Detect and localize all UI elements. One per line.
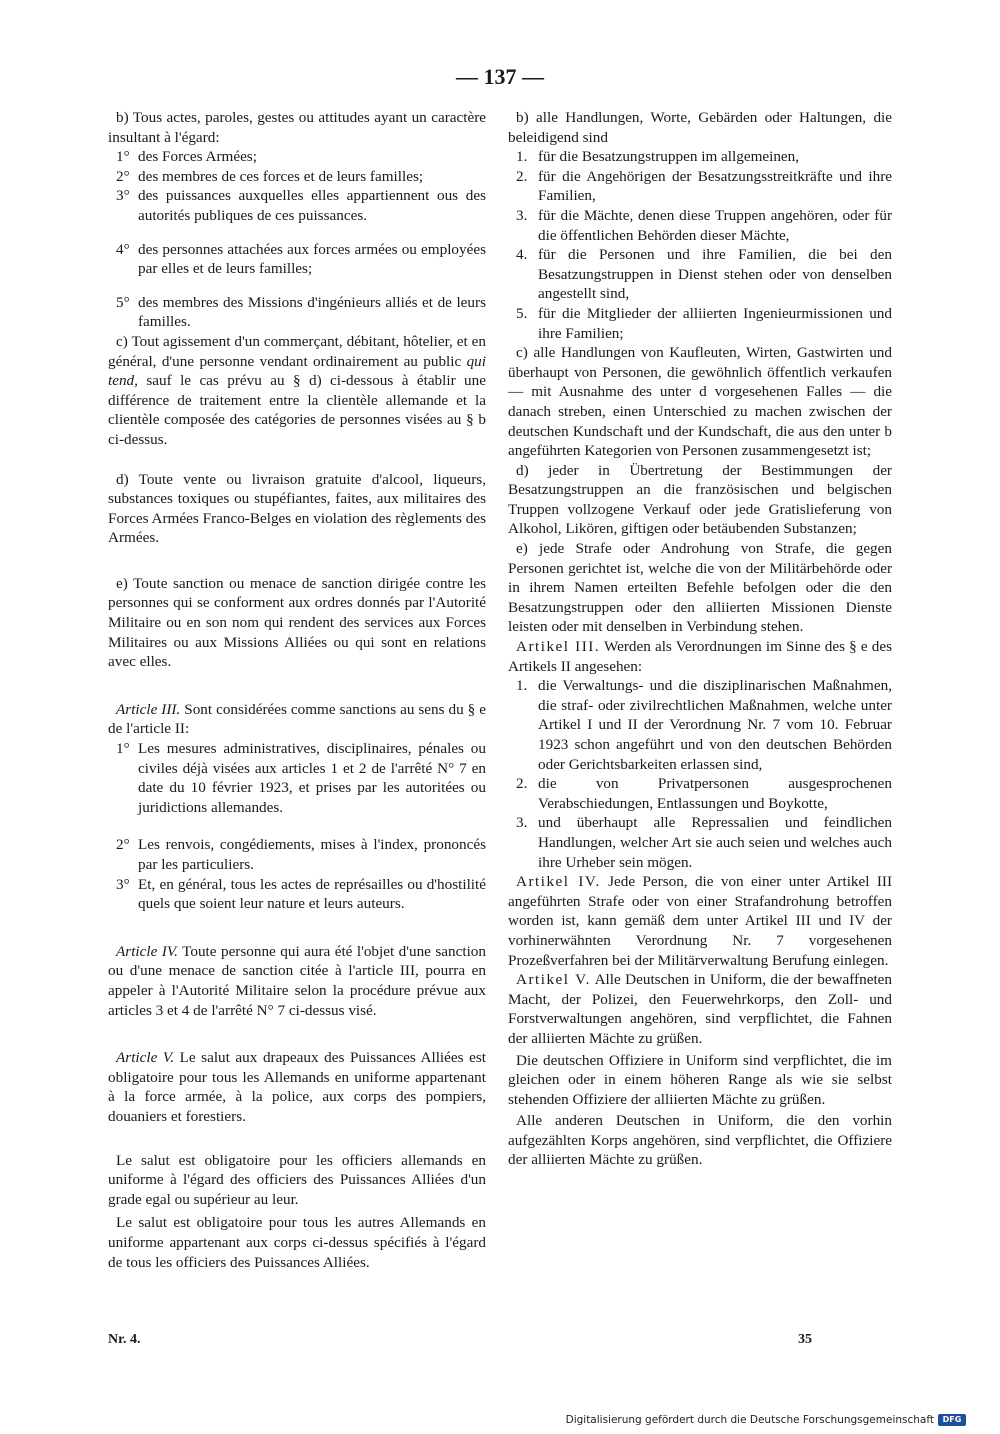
fr-list-art3: [108, 739, 486, 914]
c-text-italic: qui tend,: [108, 352, 486, 390]
item-text: des Forces Armées;: [138, 148, 257, 166]
c-text-end: sauf le cas prévu au § d) ci-dessous à établir une différence de traitement entre la clientèle allemande et la clientèle composée des catégories de personnes visées au § b ci-dessus.: [108, 372, 486, 448]
fr-list-b: [108, 147, 486, 332]
item-number: 3.: [516, 206, 528, 224]
item-number: 2°: [116, 167, 130, 185]
fr-paragraph-b: b) Tous actes, paroles, gestes ou attitudes ayant un caractère insultant à l'égard:: [108, 109, 486, 146]
fr-paragraph-c: [108, 332, 486, 450]
item-number: 4.: [516, 246, 528, 264]
fr-list-item: [108, 240, 486, 279]
de-salut-others: Alle anderen Deutschen in Uniform, die den vorhin aufgezählten Korps angehören, sind verpflichtet, die Offiziere der alliierten Mächte zu grüßen.: [508, 1112, 892, 1169]
item-text: und überhaupt alle Repressalien und feindlichen Handlungen, welcher Art sie auch seien und welches auch ihre Urheber sein mögen.: [538, 814, 892, 871]
german-column: [508, 108, 892, 1170]
item-text: für die Besatzungstruppen im allgemeinen,: [538, 148, 800, 166]
de-list-item: [508, 774, 892, 813]
fr-list-item: [108, 835, 486, 874]
item-text: des membres des Missions d'ingénieurs alliés et de leurs familles.: [138, 293, 486, 331]
item-number: 2.: [516, 167, 528, 185]
item-number: 2°: [116, 836, 130, 854]
item-text: für die Mitglieder der alliierten Ingenieurmissionen und ihre Familien;: [538, 304, 892, 342]
item-text: für die Personen und ihre Familien, die bei den Besatzungstruppen in Dienst stehen oder von denselben angestellt sind,: [538, 246, 892, 303]
article-label: Article V.: [116, 1049, 175, 1067]
item-number: 1.: [516, 677, 528, 695]
item-number: 1°: [116, 148, 130, 166]
de-article-3: [508, 637, 892, 676]
article-text: Jede Person, die von einer unter Artikel III angeführten Strafe oder von einer Strafandrohung betroffen worden ist, kann gemäß dem unter Artikel III und IV der vorhinerwähnten Verordnung Nr. 7 vorgesehenen Prozeßverfahren bei der Militärverwaltung Berufung einlegen.: [508, 873, 892, 969]
item-text: Les mesures administratives, disciplinaires, pénales ou civiles déjà visées aux articles 1 et 2 de l'arrêté N° 7 en date du 10 février 1923, et prises par les autoritées ou juridictions allemandes.: [138, 740, 486, 816]
c-text-start: c) Tout agissement d'un commerçant, débitant, hôtelier, et en général, d'une personne vendant ordinairement au public: [108, 332, 486, 370]
item-number: 5°: [116, 293, 130, 311]
fr-list-item: [108, 875, 486, 914]
fr-paragraph-e: e) Toute sanction ou menace de sanction dirigée contre les personnes qui se conforment aux ordres donnés par l'Autorité Militaire ou en son nom qui rendent des services aux Forces Militaires ou aux Missions Alliées ou qui sont en relations avec elles.: [108, 574, 486, 671]
de-list-item: [508, 304, 892, 343]
de-list-item: [508, 245, 892, 304]
item-text: des puissances auxquelles elles appartiennent ous des autorités publiques de ces puissances.: [138, 187, 486, 224]
credit-text: Digitalisierung gefördert durch die Deutsche Forschungsgemeinschaft: [565, 1414, 934, 1426]
item-text: für die Angehörigen der Besatzungsstreitkräfte und ihre Familien,: [538, 167, 892, 205]
de-list-art3: [508, 676, 892, 872]
fr-paragraph-d: d) Toute vente ou livraison gratuite d'alcool, liqueurs, substances toxiques ou stupéfiantes, faites, aux militaires des Forces Armées Franco-Belges en violation des règlements des Armées.: [108, 470, 486, 547]
de-paragraph-c: c) alle Handlungen von Kaufleuten, Wirten, Gastwirten und überhaupt von Personen, die gewöhnlich öffentlich verkaufen — mit Ausnahme des unter d vorgesehenen Falles — die danach streben, einen Unterschied zu machen zwischen der deutschen Kundschaft und der Kundschaft, die aus den unter b angeführten Kategorien von Personen zusammengesetzt ist;: [508, 344, 892, 460]
item-number: 2.: [516, 775, 528, 793]
de-list-item: [508, 813, 892, 872]
fr-list-item: [108, 167, 486, 187]
item-text: Les renvois, congédiements, mises à l'index, prononcés par les particuliers.: [138, 836, 486, 873]
de-list-item: [508, 206, 892, 245]
de-list-item: [508, 147, 892, 167]
item-text: des membres de ces forces et de leurs familles;: [138, 167, 424, 185]
article-text: Werden als Verordnungen im Sinne des § e des Artikels II angesehen:: [508, 638, 892, 675]
digitization-credit: [566, 1414, 966, 1426]
de-paragraph-e: e) jede Strafe oder Androhung von Strafe, die gegen Personen gerichtet ist, welche die von der Militärbehörde oder in ihrem Namen erteilten Befehle befolgen oder die den Besatzungstruppen oder den alliierten Missionen Dienste leisten oder mit denselben in Verbindung stehen.: [508, 540, 892, 636]
fr-list-item: [108, 186, 486, 225]
article-label: Artikel V.: [516, 971, 591, 989]
item-number: 3.: [516, 814, 528, 832]
fr-list-item: [108, 739, 486, 817]
fr-article-4: [108, 942, 486, 1020]
item-text: die von Privatpersonen ausgesprochenen Verabschiedungen, Entlassungen und Boykotte,: [538, 775, 892, 812]
item-text: für die Mächte, denen diese Truppen angehören, oder für die öffentlichen Behörden dieser Mächte,: [538, 206, 892, 244]
de-list-item: [508, 167, 892, 206]
article-label: Article III.: [116, 700, 181, 718]
item-number: 3°: [116, 187, 130, 205]
article-label: Artikel III.: [516, 638, 601, 656]
article-text: Sont considérées comme sanctions au sens du § e de l'article II:: [108, 700, 486, 738]
de-salut-officers: Die deutschen Offiziere in Uniform sind verpflichtet, die im gleichen oder in einem höheren Range als wie sie selbst stehenden Offiziere der alliierten Mächte zu grüßen.: [508, 1051, 892, 1108]
item-text: die Verwaltungs- und die disziplinarischen Maßnahmen, die straf- oder zivilrechtlichen Maßnahmen, welche unter Artikel I und II der Verordnung Nr. 7 vom 10. Februar 1923 schon angeführt und von den deutschen Behörden oder Gerichtsbarkeiten erlassen sind,: [538, 677, 892, 773]
item-number: 1°: [116, 740, 130, 758]
de-paragraph-b: b) alle Handlungen, Worte, Gebärden oder Haltungen, die beleidigend sind: [508, 109, 892, 146]
item-text: des personnes attachées aux forces armées ou employées par elles et de leurs familles;: [138, 240, 486, 278]
fr-article-3: [108, 700, 486, 739]
article-label: Article IV.: [116, 942, 178, 960]
item-number: 1.: [516, 148, 528, 166]
fr-list-item: [108, 293, 486, 332]
article-text: Alle Deutschen in Uniform, die der bewaffneten Macht, der Polizei, den Feuerwehrkorps, den Zoll- und Forstverwaltungen angehören, sind verpflichtet, die Fahnen der alliierten Mächte zu grüßen.: [508, 971, 892, 1047]
de-article-5: [508, 970, 892, 1048]
dfg-logo-icon: DFG: [938, 1414, 966, 1426]
issue-number: Nr. 4.: [108, 1332, 141, 1347]
article-text: Le salut aux drapeaux des Puissances Alliées est obligatoire pour tous les Allemands en uniforme appartenant à la force armée, à la police, aux corps des pompiers, douaniers et forestiers.: [108, 1049, 486, 1125]
article-label: Artikel IV.: [516, 873, 601, 891]
de-article-4: [508, 872, 892, 970]
de-list-item: [508, 676, 892, 774]
fr-article-5: [108, 1048, 486, 1126]
de-paragraph-d: d) jeder in Übertretung der Bestimmungen der Besatzungstruppen an die französischen und belgischen Truppen vollzogene Verkauf oder jede Gratislieferung von Alkohol, Likören, giftigen oder betäubenden Substanzen;: [508, 461, 892, 538]
fr-salut-others: Le salut est obligatoire pour tous les autres Allemands en uniforme appartenant aux corps ci-dessus spécifiés à l'égard de tous les officiers des Puissances Alliées.: [108, 1214, 486, 1271]
signature-mark: 35: [798, 1332, 812, 1347]
de-list-b: [508, 147, 892, 343]
item-number: 4°: [116, 240, 130, 258]
fr-salut-officers: Le salut est obligatoire pour les officiers allemands en uniforme à l'égard des officiers des Puissances Alliées d'un grade egal ou supérieur au leur.: [108, 1151, 486, 1208]
fr-list-item: [108, 147, 486, 167]
page-number: — 137 —: [456, 64, 544, 89]
article-text: Toute personne qui aura été l'objet d'une sanction ou d'une menace de sanction citée à l'article III, pourra en appeler à l'Autorité Militaire selon la procédure prévue aux articles 3 et 4 de l'arrêté N° 7 ci-dessus visé.: [108, 942, 486, 1019]
item-text: Et, en général, tous les actes de représailles ou d'hostilité quels que soient leur nature et leurs auteurs.: [138, 875, 486, 913]
item-number: 3°: [116, 875, 130, 893]
french-column: [108, 108, 486, 1272]
item-number: 5.: [516, 304, 528, 322]
